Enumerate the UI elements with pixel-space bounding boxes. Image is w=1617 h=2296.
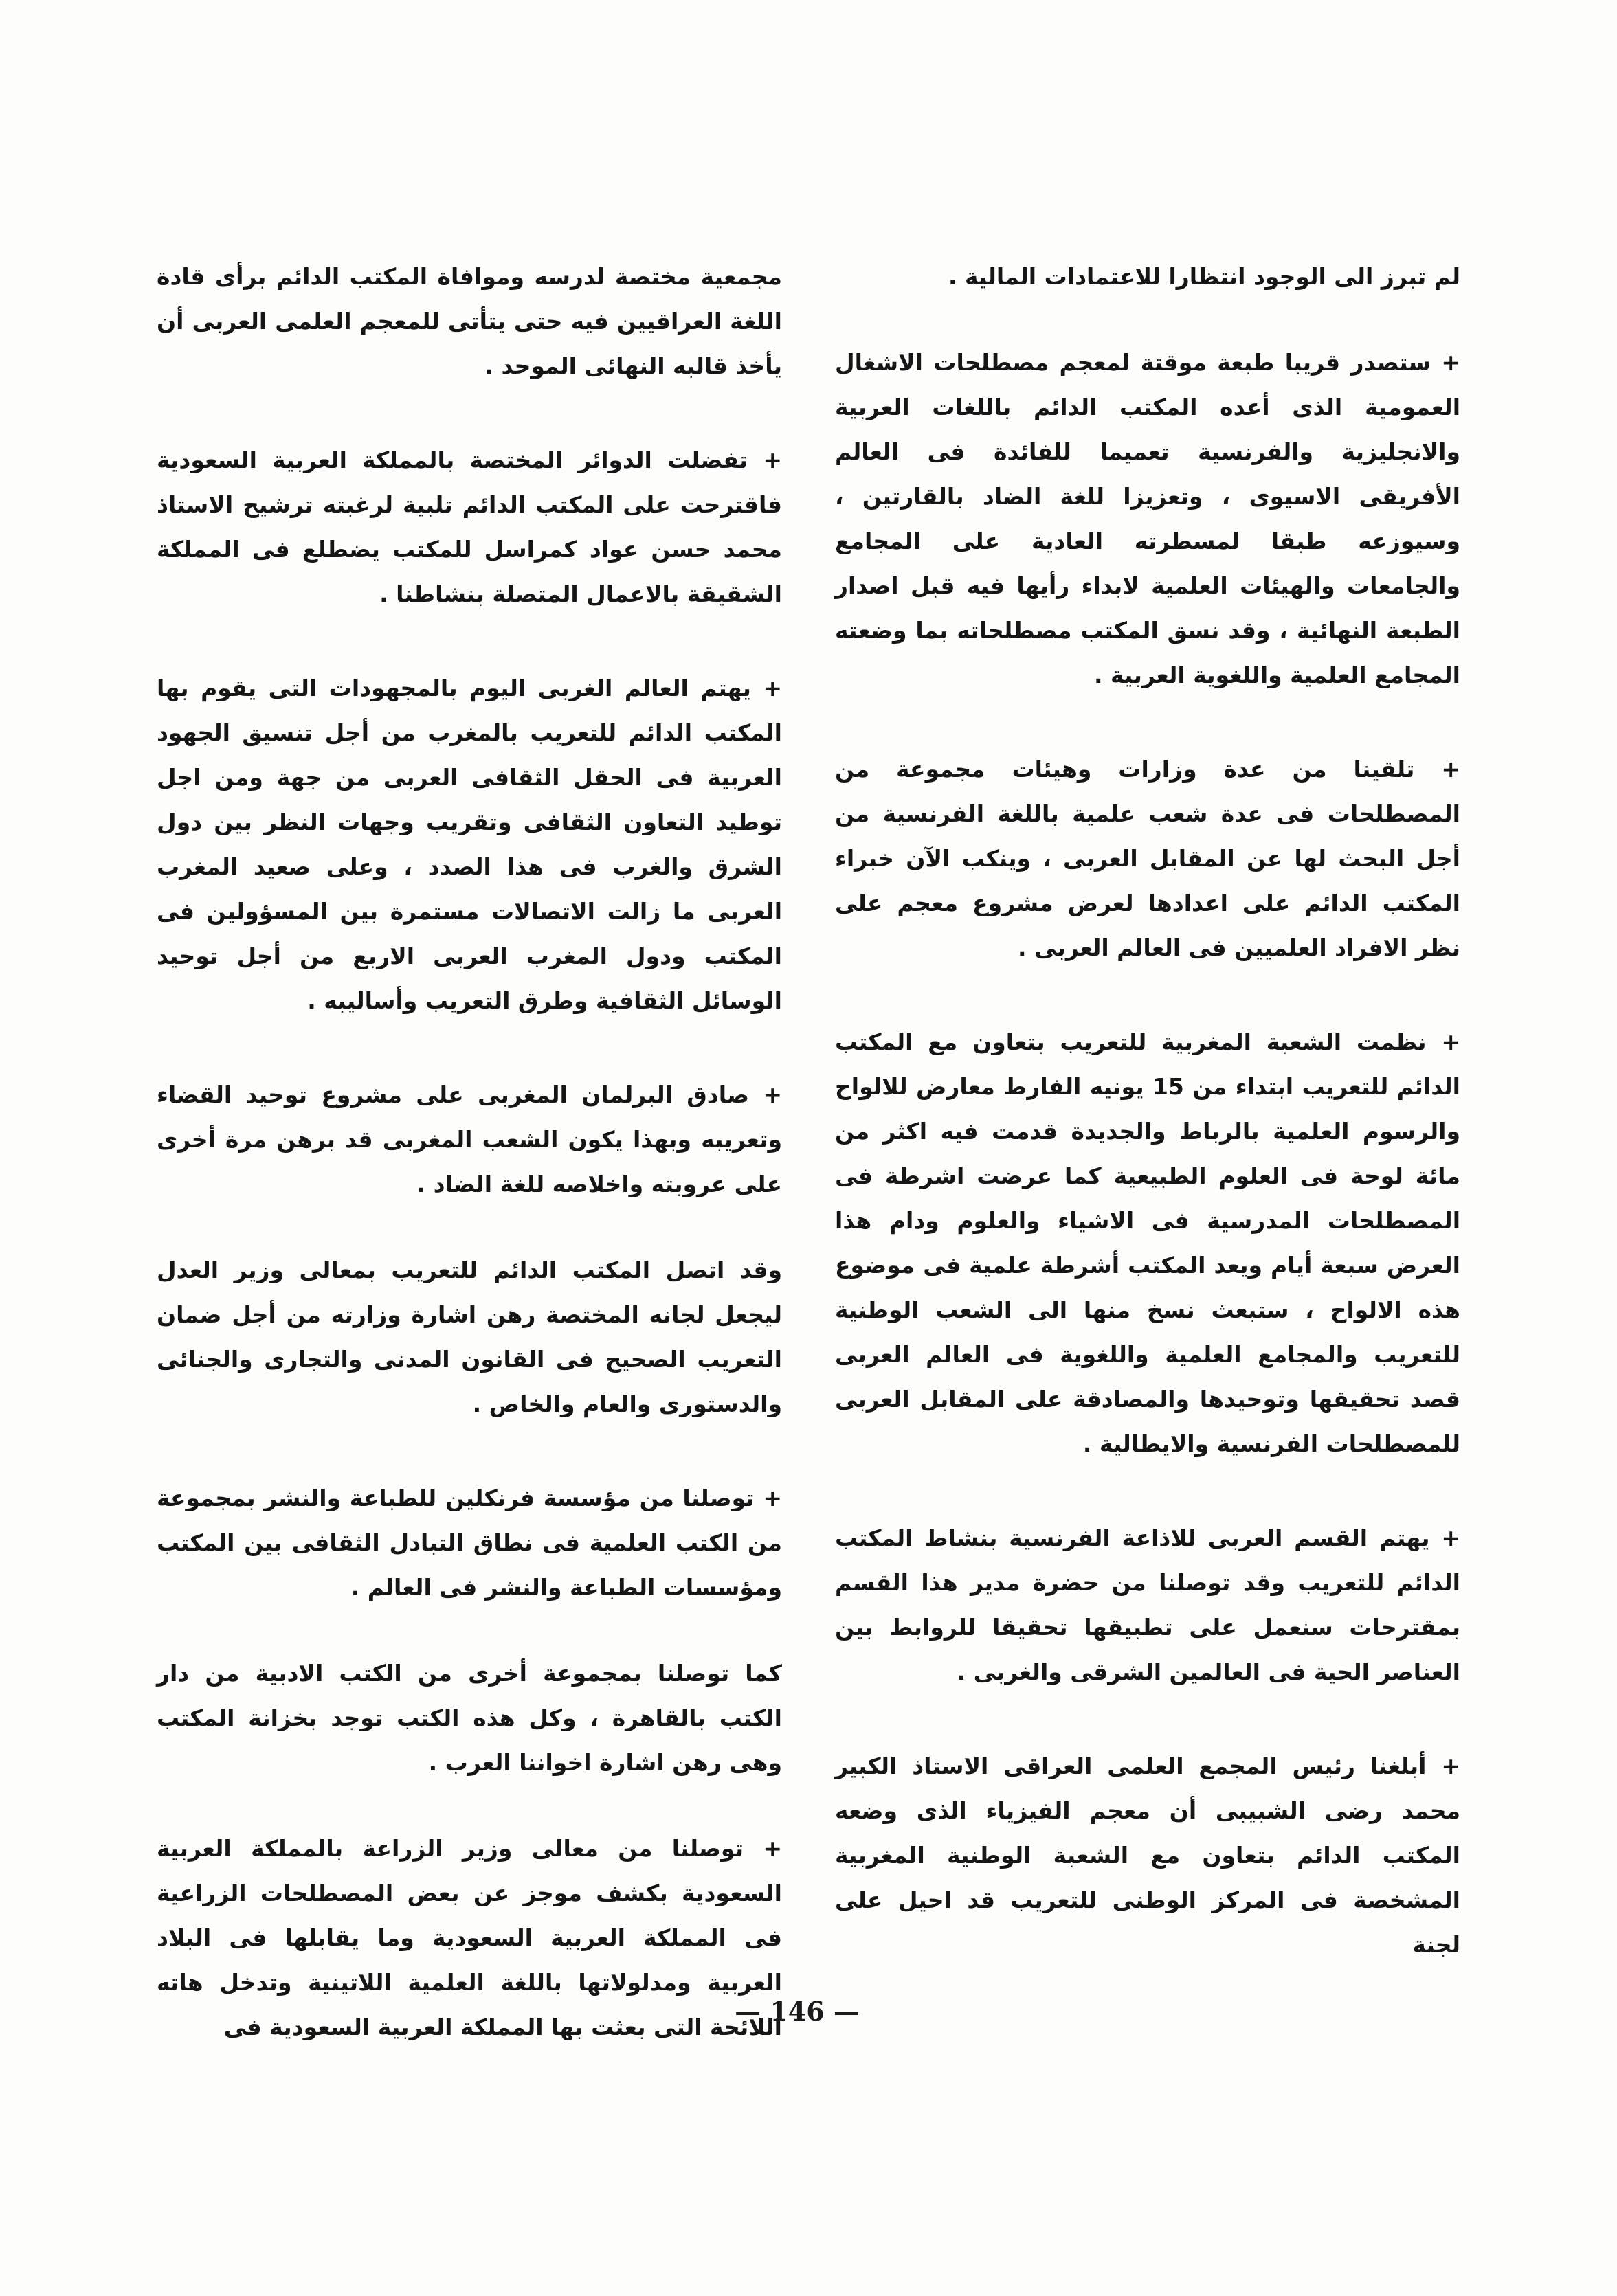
left-column bbox=[157, 254, 782, 2099]
paragraph: + ستصدر قريبا طبعة موقتة لمعجم مصطلحات الاشغال العمومية الذى أعده المكتب الدائم باللغات العربية والانجليزية والفرنسية تعميما للفائدة فى العالم الأفريقى الاسيوى ، وتعزيزا للغة الضاد بالقارتين ، وسيوزعه طبقا لمسطرته العادية على المجامع والجامعات والهيئات العلمية لابداء رأيها فيه قبل اصدار الطبعة النهائية ، وقد نسق المكتب مصطلحاته بما وضعته المجامع العلمية واللغوية العربية . bbox=[835, 349, 1460, 688]
page-number: — 146 — bbox=[735, 1996, 860, 2027]
paragraph: + صادق البرلمان المغربى على مشروع توحيد القضاء وتعريبه وبهذا يكون الشعب المغربى قد برهن مرة أخرى على عروبته واخلاصه للغة الضاد . bbox=[157, 1081, 782, 1197]
paragraph: + توصلنا من مؤسسة فرنكلين للطباعة والنشر بمجموعة من الكتب العلمية فى نطاق التبادل الثقافى بين المكتب ومؤسسات الطباعة والنشر فى العالم . bbox=[157, 1485, 782, 1601]
paragraph: + توصلنا من معالى وزير الزراعة بالمملكة العربية السعودية بكشف موجز عن بعض المصطلحات الزراعية فى المملكة العربية السعودية وما يقابلها فى البلاد العربية ومدلولاتها باللغة العلمية اللاتينية وتدخل هاته اللائحة التى بعثت بها المملكة العربية السعودية فى bbox=[157, 1835, 782, 2040]
paragraph: + يهتم العالم الغربى اليوم بالمجهودات التى يقوم بها المكتب الدائم للتعريب بالمغرب من أجل تنسيق الجهود العربية فى الحقل الثقافى العربى من جهة ومن اجل توطيد التعاون الثقافى وتقريب وجهات النظر بين دول الشرق والغرب فى هذا الصدد ، وعلى صعيد المغرب العربى ما زالت الاتصالات مستمرة بين المسؤولين فى المكتب ودول المغرب العربى الاربع من أجل توحيد الوسائل الثقافية وطرق التعريب وأساليبه . bbox=[157, 675, 782, 1014]
paragraph: كما توصلنا بمجموعة أخرى من الكتب الادبية من دار الكتب بالقاهرة ، وكل هذه الكتب توجد بخزانة المكتب وهى رهن اشارة اخواننا العرب . bbox=[157, 1660, 782, 1776]
paragraph: + تلقينا من عدة وزارات وهيئات مجموعة من المصطلحات فى عدة شعب علمية باللغة الفرنسية من أجل البحث لها عن المقابل العربى ، وينكب الآن خبراء المكتب الدائم على اعدادها لعرض مشروع معجم على نظر الافراد العلميين فى العالم العربى . bbox=[835, 756, 1460, 961]
right-column bbox=[835, 254, 1460, 2016]
paragraph: + يهتم القسم العربى للاذاعة الفرنسية بنشاط المكتب الدائم للتعريب وقد توصلنا من حضرة مدير هذا القسم بمقترحات سنعمل على تطبيقها تحقيقا للروابط بين العناصر الحية فى العالمين الشرقى والغربى . bbox=[835, 1524, 1460, 1685]
paragraph: لم تبرز الى الوجود انتظارا للاعتمادات المالية . bbox=[948, 263, 1460, 290]
paragraph: مجمعية مختصة لدرسه وموافاة المكتب الدائم برأى قادة اللغة العراقيين فيه حتى يتأتى للمعجم العلمى العربى أن يأخذ قالبه النهائى الموحد . bbox=[157, 263, 782, 379]
paragraph: + نظمت الشعبة المغربية للتعريب بتعاون مع المكتب الدائم للتعريب ابتداء من 15 يونيه الفارط معارض للالواح والرسوم العلمية بالرباط والجديدة قدمت فيه اكثر من مائة لوحة فى العلوم الطبيعية كما عرضت اشرطة فى المصطلحات المدرسية فى الاشياء والعلوم ودام هذا العرض سبعة أيام ويعد المكتب أشرطة علمية فى موضوع هذه الالواح ، ستبعث نسخ منها الى الشعب الوطنية للتعريب والمجامع العلمية واللغوية فى العالم العربى قصد تحقيقها وتوحيدها والمصادقة على المقابل العربى للمصطلحات الفرنسية والايطالية . bbox=[835, 1028, 1460, 1457]
paragraph: وقد اتصل المكتب الدائم للتعريب بمعالى وزير العدل ليجعل لجانه المختصة رهن اشارة وزارته من أجل ضمان التعريب الصحيح فى القانون المدنى والتجارى والجنائى والدستورى والعام والخاص . bbox=[157, 1257, 782, 1417]
paragraph: + تفضلت الدوائر المختصة بالمملكة العربية السعودية فاقترحت على المكتب الدائم تلبية لرغبته ترشيح الاستاذ محمد حسن عواد كمراسل للمكتب يضطلع فى المملكة الشقيقة بالاعمال المتصلة بنشاطنا . bbox=[157, 447, 782, 607]
paragraph: + أبلغنا رئيس المجمع العلمى العراقى الاستاذ الكبير محمد رضى الشبيبى أن معجم الفيزياء الذى وضعه المكتب الدائم بتعاون مع الشعبة الوطنية المغربية المشخصة فى المركز الوطنى للتعريب قد احيل على لجنة bbox=[835, 1753, 1460, 1958]
